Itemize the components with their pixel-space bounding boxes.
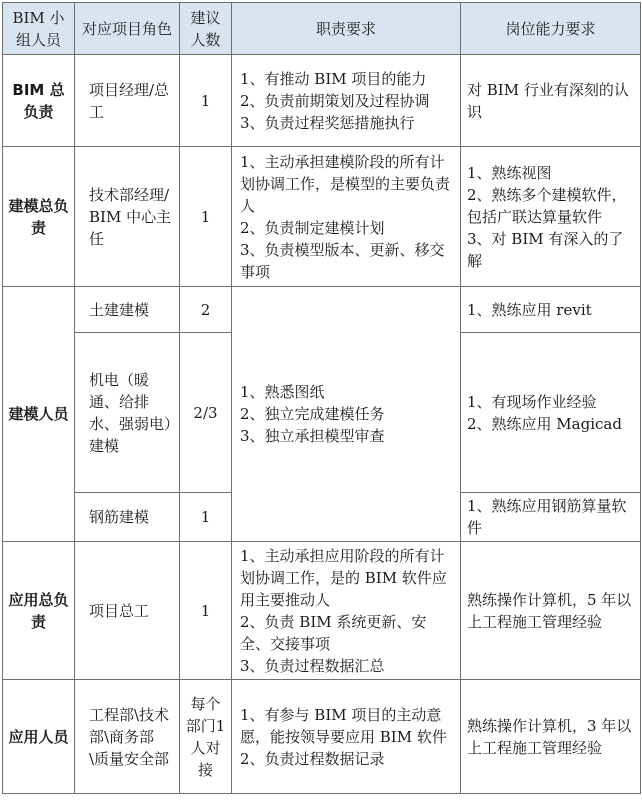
duties-cell	[232, 287, 461, 542]
duties-cell	[232, 680, 461, 794]
ability-item: 2、熟练多个建模软件，包括广联达算量软件	[467, 185, 627, 226]
role-cell: 项目总工	[75, 542, 180, 680]
duty-item: 3、负责模型版本、更新、移交事项	[240, 240, 445, 281]
ability-item: 熟练操作计算机，5 年以上工程施工管理经验	[467, 590, 632, 631]
ability-item: 2、熟练应用 Magicad	[467, 414, 622, 433]
duty-item: 3、独立承担模型审查	[240, 427, 385, 445]
bim-team-table	[2, 2, 641, 794]
header-group: BIM 小组人员	[3, 3, 75, 55]
ability-item: 1、有现场作业经验	[467, 392, 597, 411]
count-cell: 2/3	[180, 333, 232, 493]
role-cell: 技术部经理/BIM 中心主任	[75, 147, 180, 287]
abilities-cell	[461, 287, 641, 333]
header-row	[3, 3, 641, 55]
abilities-cell	[461, 147, 641, 287]
count-cell: 1	[180, 55, 232, 147]
count-cell: 2	[180, 287, 232, 333]
role-cell: 土建建模	[75, 287, 180, 333]
duty-item: 2、负责 BIM 系统更新、安全、交接事项	[240, 612, 427, 653]
abilities-cell	[461, 55, 641, 147]
count-cell: 每个部门1人对接	[180, 680, 232, 794]
header-duties: 职责要求	[232, 3, 461, 55]
group-cell: 应用总负责	[3, 542, 75, 680]
duty-item: 1、主动承担建模阶段的所有计划协调工作，是模型的主要负责人	[240, 152, 451, 215]
duty-item: 3、负责过程奖惩措施执行	[240, 113, 415, 132]
count-cell: 1	[180, 493, 232, 542]
role-cell: 钢筋建模	[75, 493, 180, 542]
ability-item: 3、对 BIM 有深入的了解	[467, 229, 624, 270]
duty-item: 2、独立完成建模任务	[240, 405, 385, 423]
duty-item: 2、负责前期策划及过程协调	[240, 91, 430, 110]
role-cell: 项目经理/总工	[75, 55, 180, 147]
duties-cell	[232, 147, 461, 287]
count-cell: 1	[180, 542, 232, 680]
table-row	[3, 680, 641, 794]
abilities-cell	[461, 493, 641, 542]
duty-item: 1、主动承担应用阶段的所有计划协调工作，是的 BIM 软件应用主要推动人	[240, 546, 447, 609]
header-role: 对应项目角色	[75, 3, 180, 55]
header-abilities: 岗位能力要求	[461, 3, 641, 55]
duty-item: 1、有推动 BIM 项目的能力	[240, 69, 427, 88]
ability-item: 1、熟练视图	[467, 163, 552, 182]
duty-item: 2、负责过程数据记录	[240, 749, 385, 768]
duty-item: 1、熟悉图纸	[240, 383, 325, 401]
group-cell: 建模总负责	[3, 147, 75, 287]
abilities-cell	[461, 333, 641, 493]
ability-item: 对 BIM 行业有深刻的认识	[467, 80, 629, 121]
table-row	[3, 287, 641, 333]
duties-cell	[232, 542, 461, 680]
abilities-cell	[461, 680, 641, 794]
table-row	[3, 55, 641, 147]
table-row	[3, 147, 641, 287]
header-count: 建议人数	[180, 3, 232, 55]
duty-item: 1、有参与 BIM 项目的主动意愿，能按领导要应用 BIM 软件	[240, 705, 447, 746]
duty-item: 3、负责过程数据汇总	[240, 656, 385, 675]
duties-cell	[232, 55, 461, 147]
ability-item: 1、熟练应用钢筋算量软件	[467, 497, 627, 537]
group-cell: 应用人员	[3, 680, 75, 794]
count-cell: 1	[180, 147, 232, 287]
group-cell: BIM 总负责	[3, 55, 75, 147]
abilities-cell	[461, 542, 641, 680]
ability-item: 熟练操作计算机，3 年以上工程施工管理经验	[467, 716, 632, 757]
ability-item: 1、熟练应用 revit	[467, 300, 592, 319]
role-cell: 机电（暖通、给排水、强弱电）建模	[75, 333, 180, 493]
group-cell: 建模人员	[3, 287, 75, 542]
role-cell: 工程部\技术部\商务部\质量安全部	[75, 680, 180, 794]
duty-item: 2、负责制定建模计划	[240, 218, 385, 237]
table-row	[3, 542, 641, 680]
